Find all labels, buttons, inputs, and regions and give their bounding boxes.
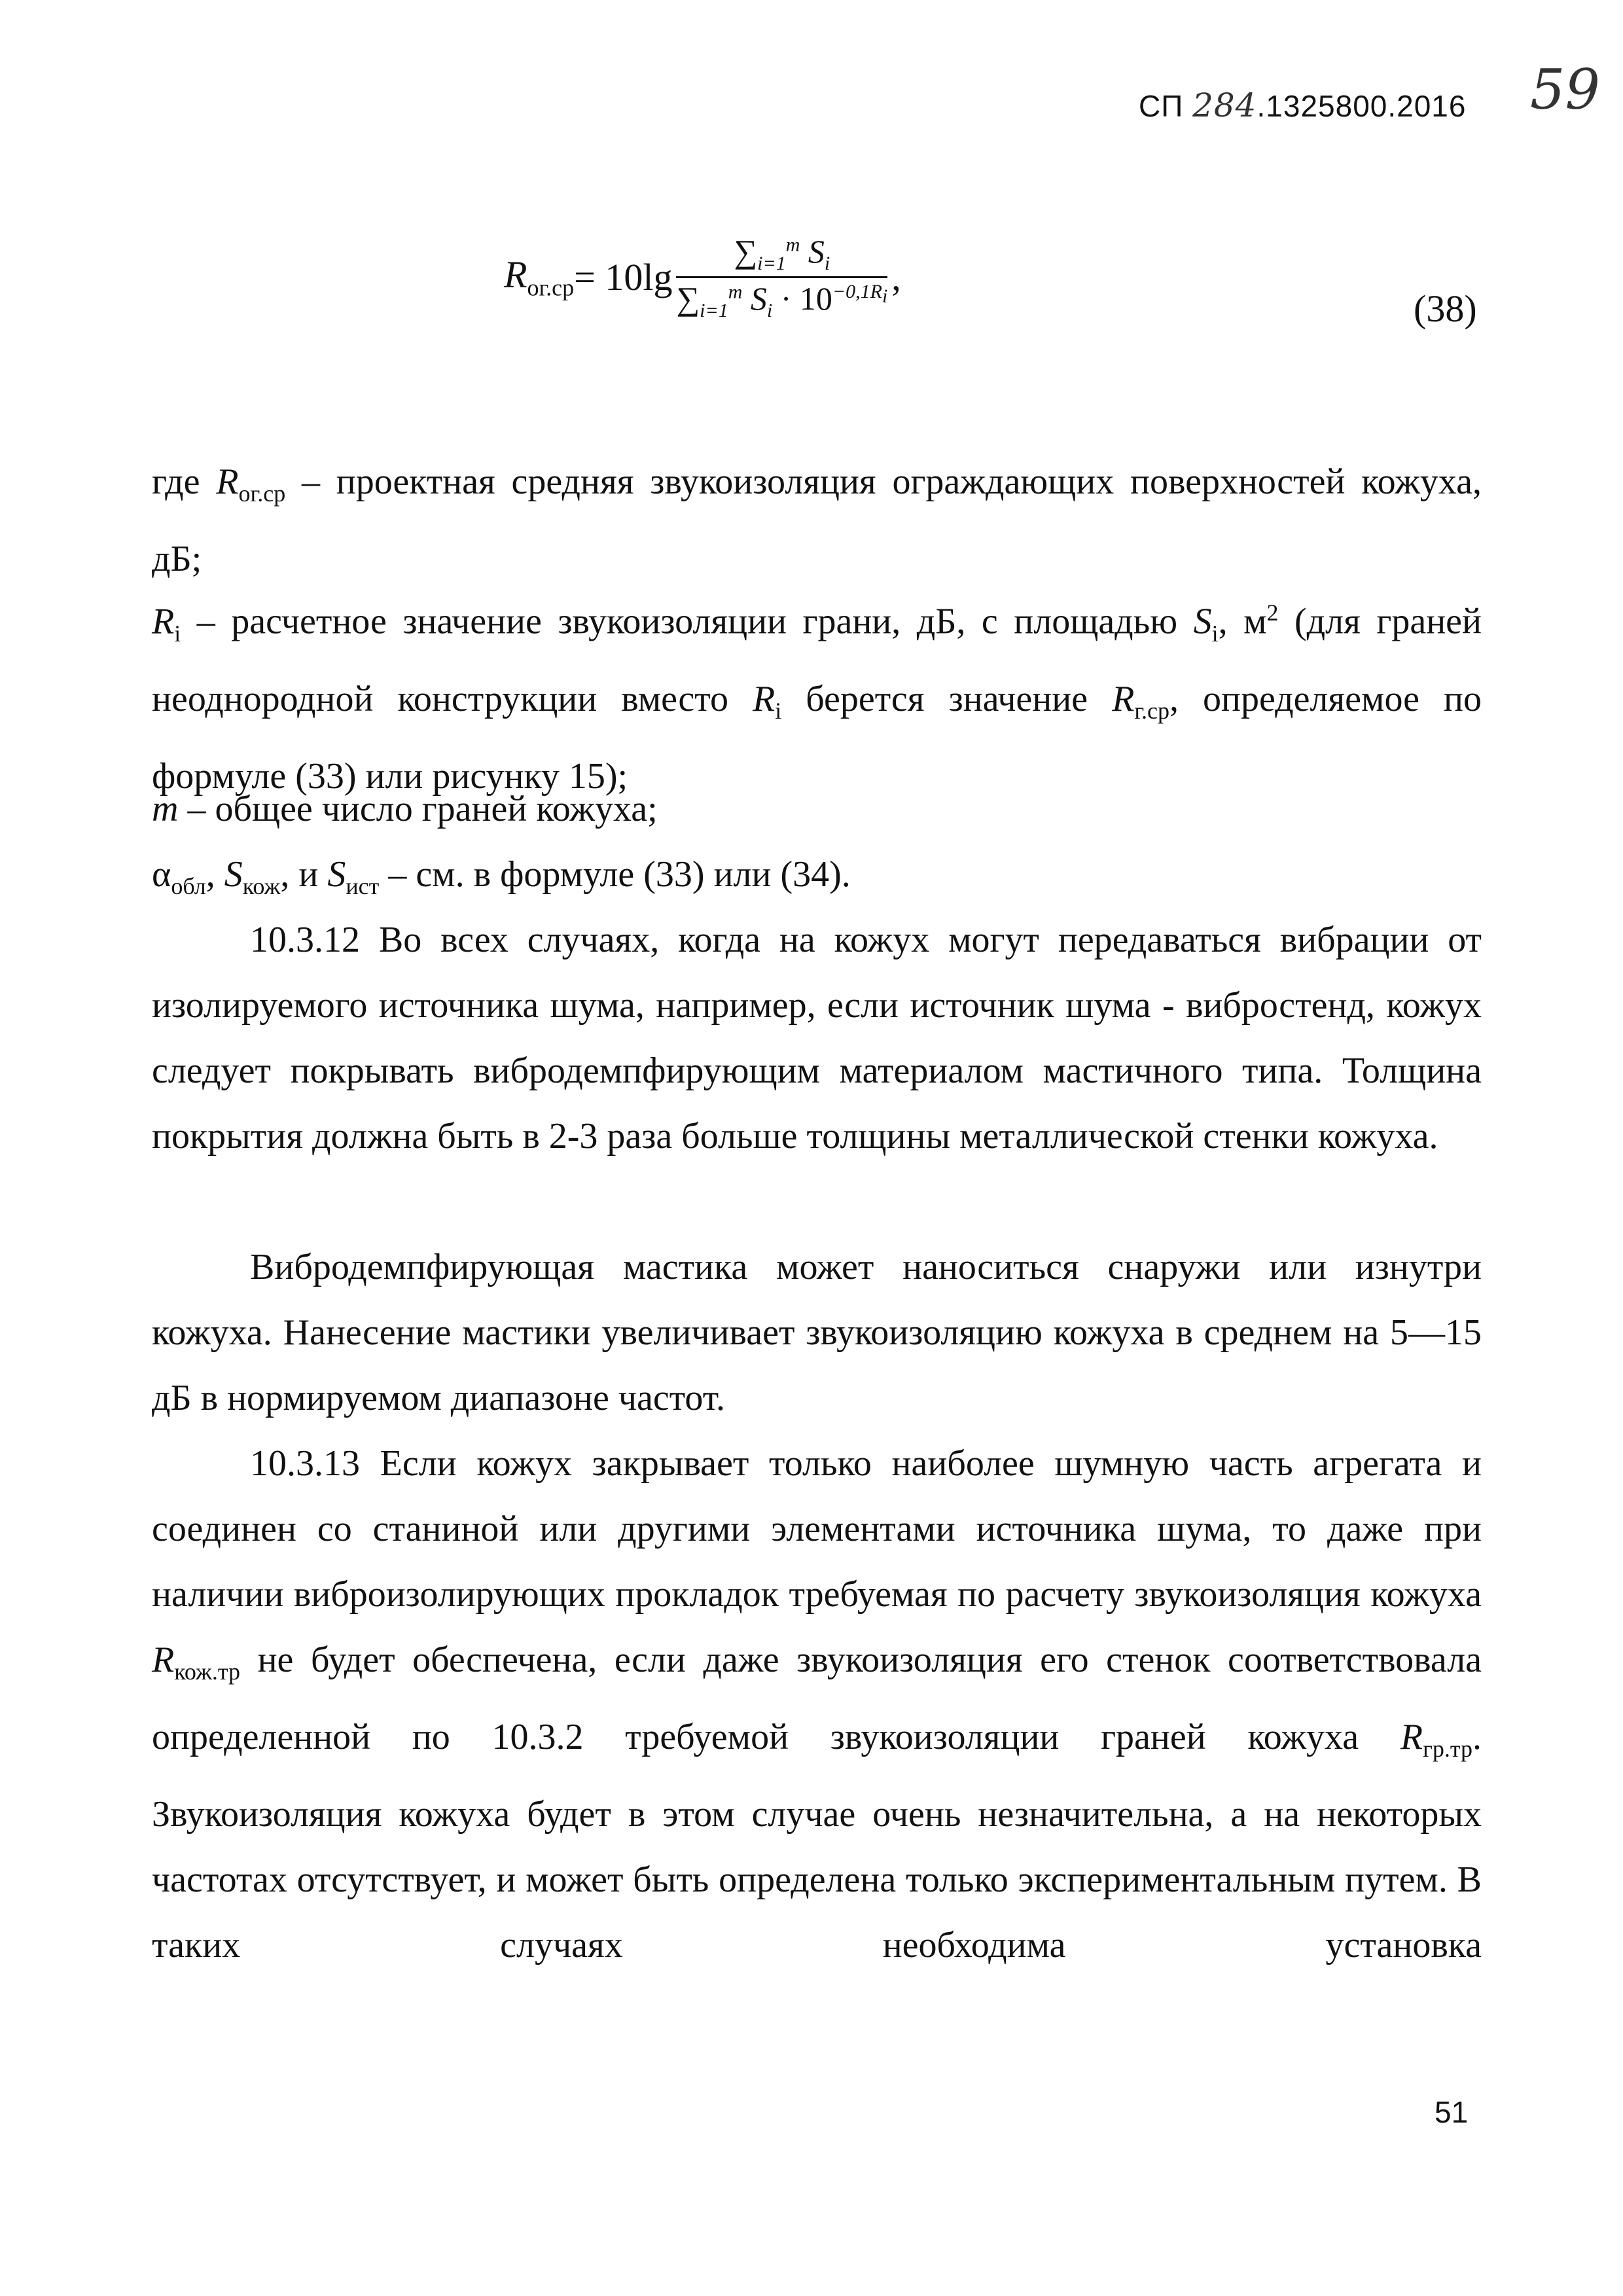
formula-lhs [504,253,574,302]
formula-symbol: R [504,253,527,296]
subscript: ист [346,873,380,900]
num-term-sub: i [824,253,830,274]
symbol: S [1193,601,1212,642]
exp-text: −0,1R [832,281,882,303]
symbol: R [152,1640,175,1680]
subscript: кож [242,873,281,900]
text-run: – расчетное значение звукоизоляции грани, дБ, с площадью [181,601,1194,642]
paragraph-mastic: Вибродемпфирующая мастика может наноситься снаружи или изнутри кожуха. Нанесение мастики увеличивает звукоизоляцию кожуха в среднем на 5—15 дБ в нормируемом диапазоне частот. [152,1247,1482,1418]
text-run: 10.3.13 Если кожух закрывает только наиболее шумную часть агрегата и соединен со станиной или другими элементами источника шума, то даже при наличии виброизолирующих прокладок требуемая по расчету звукоизоляция кожуха [152,1443,1482,1615]
text-run: – проектная средняя звукоизоляция ограждающих поверхностей кожуха, дБ; [152,461,1482,580]
formula-numerator [676,232,887,278]
equation-number: (38) [1414,287,1477,330]
paragraph-m [152,776,1482,842]
code-suffix: .1325800.2016 [1257,89,1467,123]
sum-sign: ∑ [676,280,700,317]
symbol: R [753,678,776,719]
den-term-sub: i [766,300,773,321]
sum-lower: i=1 [700,300,728,321]
subscript: кож.тр [174,1659,241,1685]
sum-upper: m [785,234,800,256]
formula-denominator [676,278,887,322]
formula-comma: , [891,256,901,298]
num-term: S [800,233,825,270]
symbol: R [1400,1717,1423,1758]
formula-fraction [676,232,887,322]
symbol: R [1112,678,1135,719]
text-run: где [152,461,217,502]
handwritten-code-number: 284 [1192,86,1257,124]
text-run: , [205,854,224,895]
paragraph-10-3-13 [152,1431,1482,1978]
formula-subscript: ог.ср [527,274,575,301]
subscript: i [775,698,782,725]
text-run: берется значение [781,678,1113,719]
den-exponent [832,281,888,308]
den-term: S [742,280,767,317]
text-run: , и [280,854,328,895]
symbol: R [216,461,239,502]
text-run: (для граней неоднородной конструкции вместо [152,601,1482,719]
formula-38 [504,232,901,322]
subscript: обл [171,873,206,900]
subscript: i [174,620,181,647]
paragraph-10-3-12: 10.3.12 Во всех случаях, когда на кожух могут передаваться вибрации от изолируемого источника шума, например, если источник шума - вибростенд, кожух следует покрывать вибродемпфирующим материалом мастичного типа. Толщина покрытия должна быть в 2-3 раза больше толщины металлической стенки кожуха. [152,920,1482,1157]
text-run: , м [1218,601,1267,642]
sum-lower: i=1 [757,253,786,274]
superscript: 2 [1266,600,1279,626]
subscript: г.ср [1134,698,1170,725]
subscript: гр.тр [1423,1736,1472,1763]
text-run: . Звукоизоляция кожуха будет в этом случае очень незначительна, а на некоторых частотах отсутствует, и может быть определена только экспериментальным путем. В таких случаях необходима установка [152,1717,1482,1966]
code-prefix: СП [1139,89,1193,123]
symbol: R [152,601,175,642]
symbol: α [152,854,171,895]
subscript: i [1211,620,1219,647]
subscript: ог.ср [238,480,286,507]
exp-sub: i [882,285,888,308]
handwritten-page-number: 59 [1530,58,1600,122]
symbol: S [327,854,346,895]
text-run: – см. в формуле (33) или (34). [379,854,851,895]
sum-sign: ∑ [734,233,758,270]
document-code [1139,86,1466,124]
formula-equals: = 10lg [574,256,673,298]
paragraph-ri [152,580,1482,809]
text-run: – общее число граней кожуха; [178,789,658,829]
sum-upper: m [728,281,743,303]
text-run: , определяемое по формуле (33) или рисунку 15); [152,678,1482,797]
paragraph-where [152,449,1482,592]
den-multiplier: · 10 [772,280,832,317]
page-number: 51 [1435,2095,1469,2129]
symbol: S [224,854,243,895]
symbol: m [152,789,179,829]
text-run: не будет обеспечена, если даже звукоизоляция его стенок соответствовала определенной по 10.3.2 требуемой звукоизоляции граней кожуха [152,1640,1482,1758]
